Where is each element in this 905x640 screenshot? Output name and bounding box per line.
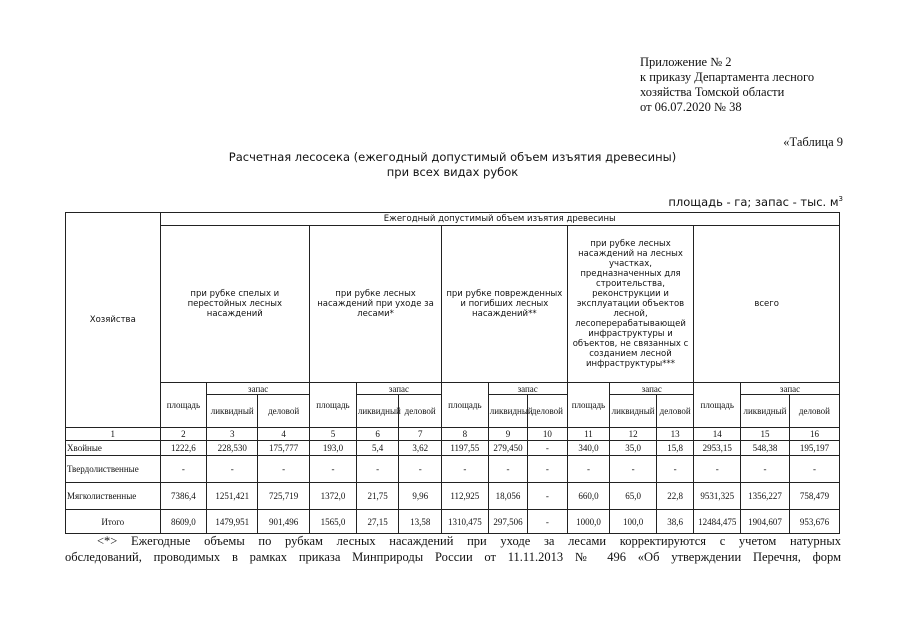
cell: 1222,6 bbox=[160, 441, 207, 456]
header-farm: Хозяйства bbox=[66, 213, 161, 428]
cell: 1251,421 bbox=[207, 483, 258, 510]
group-infrastructure: при рубке лесных насаждений на лесных участках, предназначенных для строительства, реконструкции и эксплуатации объектов лесной, лесоперерабатывающей инфраструктуры и объектов, не связанных с созданием лесной инфраструктуры*** bbox=[567, 226, 694, 383]
cell: - bbox=[528, 510, 567, 534]
cell: 18,056 bbox=[488, 483, 527, 510]
cell: - bbox=[399, 456, 442, 483]
col-num: 6 bbox=[356, 428, 399, 441]
cell: 38,6 bbox=[656, 510, 693, 534]
group-total: всего bbox=[694, 226, 840, 383]
table-row bbox=[66, 441, 840, 456]
table-row-total bbox=[66, 510, 840, 534]
cell: 195,197 bbox=[789, 441, 839, 456]
header-area-2: площадь bbox=[310, 383, 357, 428]
cell: 548,38 bbox=[741, 441, 790, 456]
header-liquid-1: ликвидный bbox=[207, 395, 258, 428]
header-liquid-2: ликвидный bbox=[356, 395, 399, 428]
cell: 1197,55 bbox=[441, 441, 488, 456]
cell: 175,777 bbox=[258, 441, 310, 456]
table-row bbox=[66, 483, 840, 510]
appendix-line-4: от 06.07.2020 № 38 bbox=[640, 100, 742, 114]
cell: 112,925 bbox=[441, 483, 488, 510]
col-num: 2 bbox=[160, 428, 207, 441]
header-liquid-5: ликвидный bbox=[741, 395, 790, 428]
cell: 725,719 bbox=[258, 483, 310, 510]
col-num: 16 bbox=[789, 428, 839, 441]
header-area-5: площадь bbox=[694, 383, 741, 428]
cell: 9,96 bbox=[399, 483, 442, 510]
cell: - bbox=[528, 441, 567, 456]
col-num: 3 bbox=[207, 428, 258, 441]
cell: 35,0 bbox=[610, 441, 657, 456]
cell: 7386,4 bbox=[160, 483, 207, 510]
cell: 27,15 bbox=[356, 510, 399, 534]
col-num: 5 bbox=[310, 428, 357, 441]
cell: - bbox=[310, 456, 357, 483]
cell: - bbox=[441, 456, 488, 483]
cell: 1000,0 bbox=[567, 510, 610, 534]
col-num: 10 bbox=[528, 428, 567, 441]
col-num: 12 bbox=[610, 428, 657, 441]
col-num: 4 bbox=[258, 428, 310, 441]
cell: 2953,15 bbox=[694, 441, 741, 456]
cell: 660,0 bbox=[567, 483, 610, 510]
cell: 953,676 bbox=[789, 510, 839, 534]
cell: 3,62 bbox=[399, 441, 442, 456]
footnote-line-1: <*> Ежегодные объемы по рубкам лесных насаждений при уходе за лесами корректируются с учетом натурных bbox=[97, 534, 841, 548]
cell: 5,4 bbox=[356, 441, 399, 456]
row-label: Хвойные bbox=[66, 441, 161, 456]
header-area-4: площадь bbox=[567, 383, 610, 428]
table-label: «Таблица 9 bbox=[783, 135, 843, 149]
appendix-line-2: к приказу Департамента лесного bbox=[640, 70, 815, 84]
header-stock-4: запас bbox=[610, 383, 694, 395]
cell: - bbox=[528, 456, 567, 483]
cell: - bbox=[567, 456, 610, 483]
cell: 9531,325 bbox=[694, 483, 741, 510]
footnote-line-2: обследований, проводимых в рамках приказа Минприроды России от 11.11.2013 № 496 «Об утверждении Перечня, форм bbox=[65, 550, 841, 564]
header-area-1: площадь bbox=[160, 383, 207, 428]
col-num: 8 bbox=[441, 428, 488, 441]
appendix-line-1: Приложение № 2 bbox=[640, 55, 732, 69]
header-liquid-3: ликвидный bbox=[488, 395, 527, 428]
cell: - bbox=[356, 456, 399, 483]
group-mature: при рубке спелых и перестойных лесных насаждений bbox=[160, 226, 310, 383]
header-stock-3: запас bbox=[488, 383, 567, 395]
document-title bbox=[0, 150, 905, 180]
row-label: Итого bbox=[66, 510, 161, 534]
cell: 1565,0 bbox=[310, 510, 357, 534]
header-business-4: деловой bbox=[656, 395, 693, 428]
header-stock-1: запас bbox=[207, 383, 310, 395]
cell: 15,8 bbox=[656, 441, 693, 456]
cell: - bbox=[741, 456, 790, 483]
cell: - bbox=[656, 456, 693, 483]
header-business-1: деловой bbox=[258, 395, 310, 428]
cell: - bbox=[528, 483, 567, 510]
group-damaged: при рубке поврежденных и погибших лесных насаждений** bbox=[441, 226, 567, 383]
row-label: Мягколиственные bbox=[66, 483, 161, 510]
cell: 8609,0 bbox=[160, 510, 207, 534]
header-stock-2: запас bbox=[356, 383, 441, 395]
units-superscript: 3 bbox=[838, 195, 843, 204]
col-num: 11 bbox=[567, 428, 610, 441]
col-num: 13 bbox=[656, 428, 693, 441]
col-num: 1 bbox=[66, 428, 161, 441]
cell: 1310,475 bbox=[441, 510, 488, 534]
cell: 65,0 bbox=[610, 483, 657, 510]
cell: 1904,607 bbox=[741, 510, 790, 534]
cell: 279,450 bbox=[488, 441, 527, 456]
cell: - bbox=[207, 456, 258, 483]
cell: 1479,951 bbox=[207, 510, 258, 534]
cell: - bbox=[694, 456, 741, 483]
cell: 901,496 bbox=[258, 510, 310, 534]
cell: 21,75 bbox=[356, 483, 399, 510]
title-line-2: при всех видах рубок bbox=[386, 165, 519, 179]
cell: 193,0 bbox=[310, 441, 357, 456]
column-number-row bbox=[66, 428, 840, 441]
cell: 228,530 bbox=[207, 441, 258, 456]
cell: 1372,0 bbox=[310, 483, 357, 510]
row-label: Твердолиственные bbox=[66, 456, 161, 483]
units-text: площадь - га; запас - тыс. м bbox=[668, 195, 839, 209]
cell: 758,479 bbox=[789, 483, 839, 510]
header-business-5: деловой bbox=[789, 395, 839, 428]
cell: 100,0 bbox=[610, 510, 657, 534]
cell: 297,506 bbox=[488, 510, 527, 534]
appendix-line-3: хозяйства Томской области bbox=[640, 85, 785, 99]
group-thinning: при рубке лесных насаждений при уходе за лесами* bbox=[310, 226, 442, 383]
col-num: 14 bbox=[694, 428, 741, 441]
header-business-3: деловой bbox=[528, 395, 567, 428]
header-main: Ежегодный допустимый объем изъятия древесины bbox=[160, 213, 839, 226]
cell: - bbox=[160, 456, 207, 483]
appendix-block bbox=[640, 55, 814, 115]
units-note bbox=[668, 195, 843, 209]
cell: 12484,475 bbox=[694, 510, 741, 534]
table-row bbox=[66, 456, 840, 483]
cell: - bbox=[258, 456, 310, 483]
harvest-table bbox=[65, 212, 840, 534]
col-num: 7 bbox=[399, 428, 442, 441]
header-area-3: площадь bbox=[441, 383, 488, 428]
col-num: 15 bbox=[741, 428, 790, 441]
cell: 1356,227 bbox=[741, 483, 790, 510]
cell: 22,8 bbox=[656, 483, 693, 510]
header-liquid-4: ликвидный bbox=[610, 395, 657, 428]
footnote bbox=[65, 533, 841, 565]
cell: 13,58 bbox=[399, 510, 442, 534]
cell: 340,0 bbox=[567, 441, 610, 456]
cell: - bbox=[789, 456, 839, 483]
title-line-1: Расчетная лесосека (ежегодный допустимый объем изъятия древесины) bbox=[228, 150, 677, 164]
cell: - bbox=[610, 456, 657, 483]
cell: - bbox=[488, 456, 527, 483]
header-business-2: деловой bbox=[399, 395, 442, 428]
header-stock-5: запас bbox=[741, 383, 840, 395]
col-num: 9 bbox=[488, 428, 527, 441]
